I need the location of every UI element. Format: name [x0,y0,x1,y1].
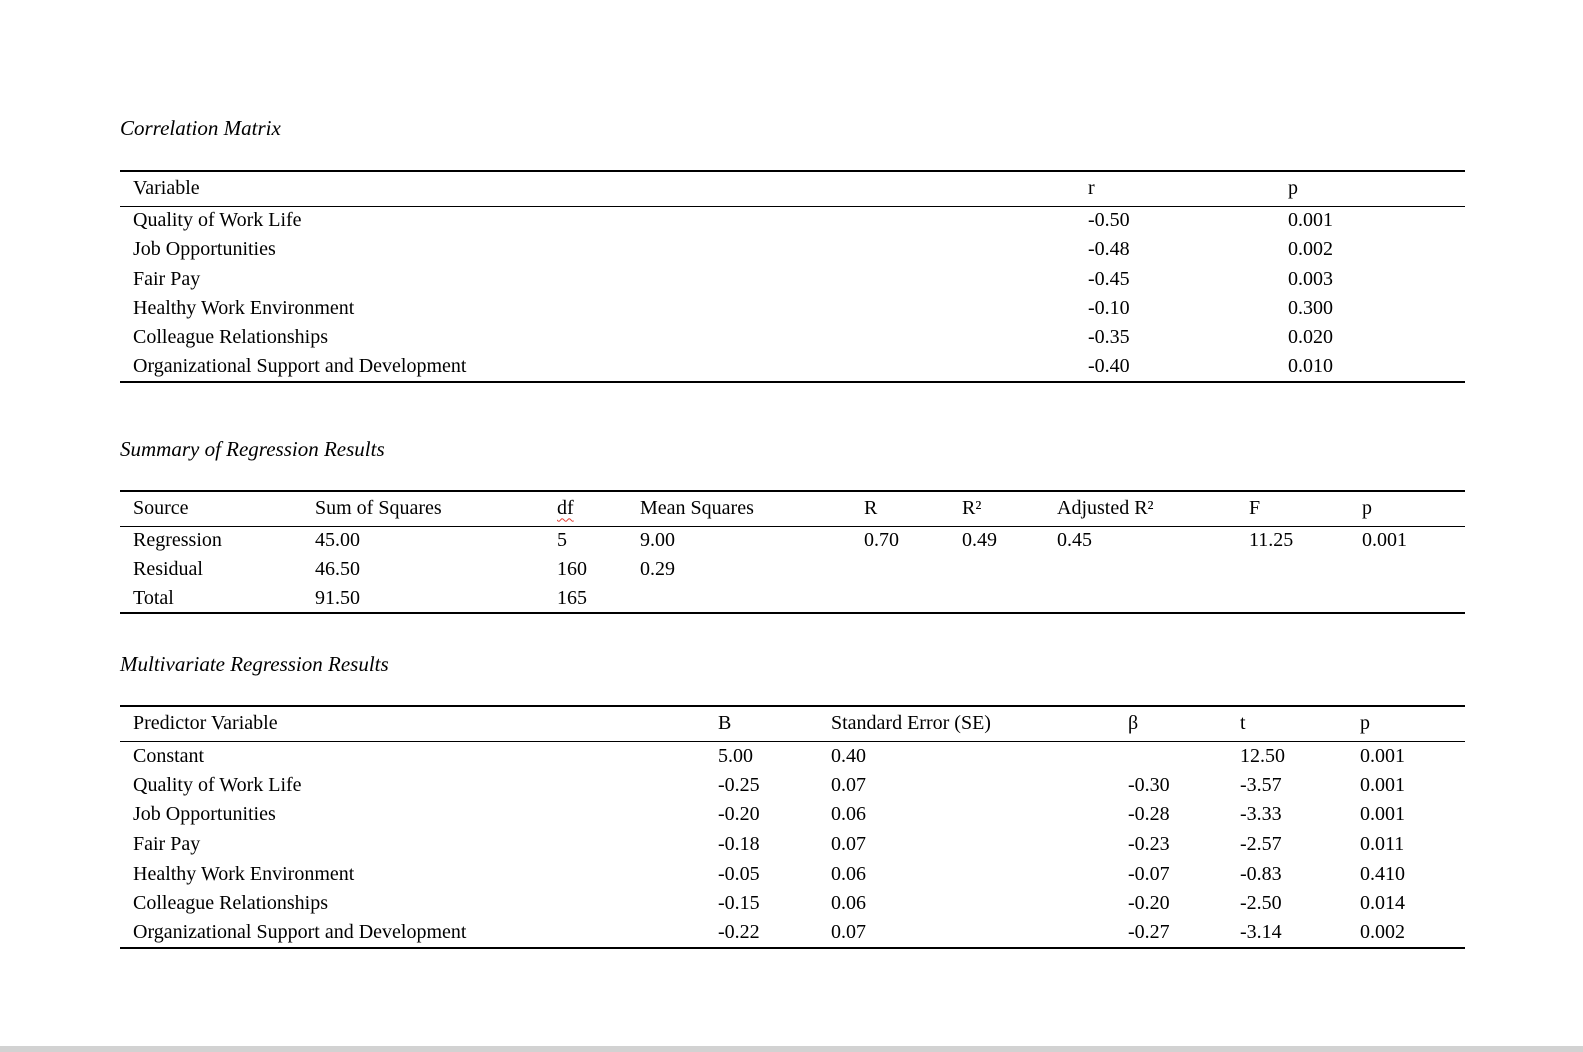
table-cell: -3.57 [1240,773,1282,796]
table-row [120,830,1465,860]
table-cell: 5 [557,529,567,552]
table-cell: 165 [557,586,587,609]
table-cell: 0.001 [1288,209,1333,232]
column-header: Variable [133,177,200,200]
table-cell [1128,741,1240,771]
table-cell: Fair Pay [133,833,201,856]
column-header: Predictor Variable [133,712,278,735]
table-cell: 0.70 [864,529,899,552]
table-cell: 0.001 [1360,744,1405,767]
table-cell: -0.15 [718,892,760,915]
table-cell: 0.020 [1288,326,1333,349]
table-cell: -0.20 [718,803,760,826]
column-header: B [718,712,732,735]
section-title-regression-summary: Summary of Regression Results [120,437,385,461]
table-cell: -0.48 [1088,238,1130,261]
correlation-matrix-table [120,170,1465,383]
column-header: p [1360,712,1370,735]
table-cell: Total [133,586,174,609]
table-cell [1362,555,1465,584]
table-cell: 0.001 [1360,803,1405,826]
table-cell [1362,584,1465,613]
table-cell: Job Opportunities [133,803,276,826]
table-row [120,584,1465,613]
table-row [120,771,1465,801]
table-cell: 0.300 [1288,297,1333,320]
column-header: F [1249,497,1261,520]
table-cell: 0.07 [831,773,866,796]
column-header: Standard Error (SE) [831,712,991,735]
table-cell: 0.07 [831,833,866,856]
page-bottom-edge [0,1046,1583,1052]
table-cell: Residual [133,558,203,580]
table-cell: -2.50 [1240,892,1282,915]
table-row [120,235,1465,264]
table-cell: -0.05 [718,862,760,885]
table-cell: -0.20 [1128,892,1170,915]
table-row [120,889,1465,919]
table-row [120,800,1465,830]
table-cell: -0.35 [1088,326,1130,349]
column-header: Source [133,497,189,520]
table-cell [1249,555,1362,584]
table-cell: 0.49 [962,529,997,552]
table-cell: -0.07 [1128,862,1170,885]
table-row [120,323,1465,352]
header-row [120,171,1465,206]
section-title-correlation-matrix: Correlation Matrix [120,116,281,140]
column-header: p [1288,177,1298,200]
table-row [120,859,1465,889]
table-cell: Healthy Work Environment [133,297,355,320]
column-header: p [1362,497,1372,520]
regression-summary-table [120,490,1465,614]
misspelled-word: df [557,497,574,520]
table-row [120,919,1465,949]
table-cell: 12.50 [1240,744,1285,767]
table-cell: Organizational Support and Development [133,355,467,378]
table-cell: 0.06 [831,862,866,885]
table-cell: 0.06 [831,803,866,826]
header-row [120,706,1465,741]
table-cell: 0.002 [1360,921,1405,944]
table-cell [962,555,1057,584]
table-cell: -0.50 [1088,209,1130,232]
table-row [120,526,1465,555]
table-cell: -0.83 [1240,862,1282,885]
table-cell: 0.001 [1362,529,1407,552]
table-cell: 91.50 [315,586,360,609]
table-cell: -0.30 [1128,773,1170,796]
header-row [120,491,1465,526]
table-cell: Quality of Work Life [133,773,302,796]
section-title-multivariate-regression: Multivariate Regression Results [120,652,389,676]
table-cell: 0.002 [1288,238,1333,261]
table-cell: 0.011 [1360,833,1405,856]
column-header: R [864,497,878,520]
table-cell: Job Opportunities [133,238,276,261]
column-header: Mean Squares [640,497,754,520]
table-cell [864,555,962,584]
table-cell: -0.23 [1128,833,1170,856]
table-cell: -0.40 [1088,355,1130,378]
column-header: t [1240,712,1246,735]
table-cell [864,584,962,613]
column-header: R² [962,497,982,520]
table-cell: 9.00 [640,529,675,552]
table-row [120,294,1465,323]
table-cell: -0.27 [1128,921,1170,944]
table-cell: -3.33 [1240,803,1282,826]
table-cell: 45.00 [315,529,360,552]
table-cell: -2.57 [1240,833,1282,856]
column-header: β [1128,712,1139,735]
table-cell: 0.001 [1360,773,1405,796]
table-row [120,265,1465,294]
column-header: r [1088,177,1095,200]
table-cell: 0.010 [1288,355,1333,378]
table-cell [1249,584,1362,613]
table-row [120,555,1465,584]
table-cell: -0.45 [1088,267,1130,290]
table-cell: 160 [557,558,587,580]
table-cell: Quality of Work Life [133,209,302,232]
table-cell: Fair Pay [133,267,201,290]
table-row [120,352,1465,381]
table-cell: 46.50 [315,558,360,580]
table-cell: 0.07 [831,921,866,944]
table-cell [1057,555,1249,584]
table-cell [640,584,864,613]
table-cell: Constant [133,744,205,767]
table-cell: 0.29 [640,558,675,580]
table-cell: Colleague Relationships [133,326,328,349]
table-cell: Organizational Support and Development [133,921,467,944]
table-cell: 0.06 [831,892,866,915]
table-cell: -0.10 [1088,297,1130,320]
table-cell: -0.28 [1128,803,1170,826]
table-cell: -0.25 [718,773,760,796]
table-cell: 0.410 [1360,862,1405,885]
table-cell: 0.003 [1288,267,1333,290]
column-header [557,491,640,526]
table-cell: -3.14 [1240,921,1282,944]
table-cell: 5.00 [718,744,753,767]
table-cell: Colleague Relationships [133,892,328,915]
table-cell: 0.014 [1360,892,1405,915]
table-cell: -0.18 [718,833,760,856]
multivariate-regression-table [120,705,1465,949]
table-row [120,741,1465,771]
table-cell: 0.45 [1057,529,1092,552]
table-cell [1057,584,1249,613]
column-header: Sum of Squares [315,497,442,520]
table-cell: -0.22 [718,921,760,944]
column-header: Adjusted R² [1057,497,1154,520]
table-cell: Regression [133,529,222,552]
table-cell: Healthy Work Environment [133,862,355,885]
table-cell [962,584,1057,613]
table-cell: 0.40 [831,744,866,767]
table-cell: 11.25 [1249,529,1294,552]
table-row [120,206,1465,235]
